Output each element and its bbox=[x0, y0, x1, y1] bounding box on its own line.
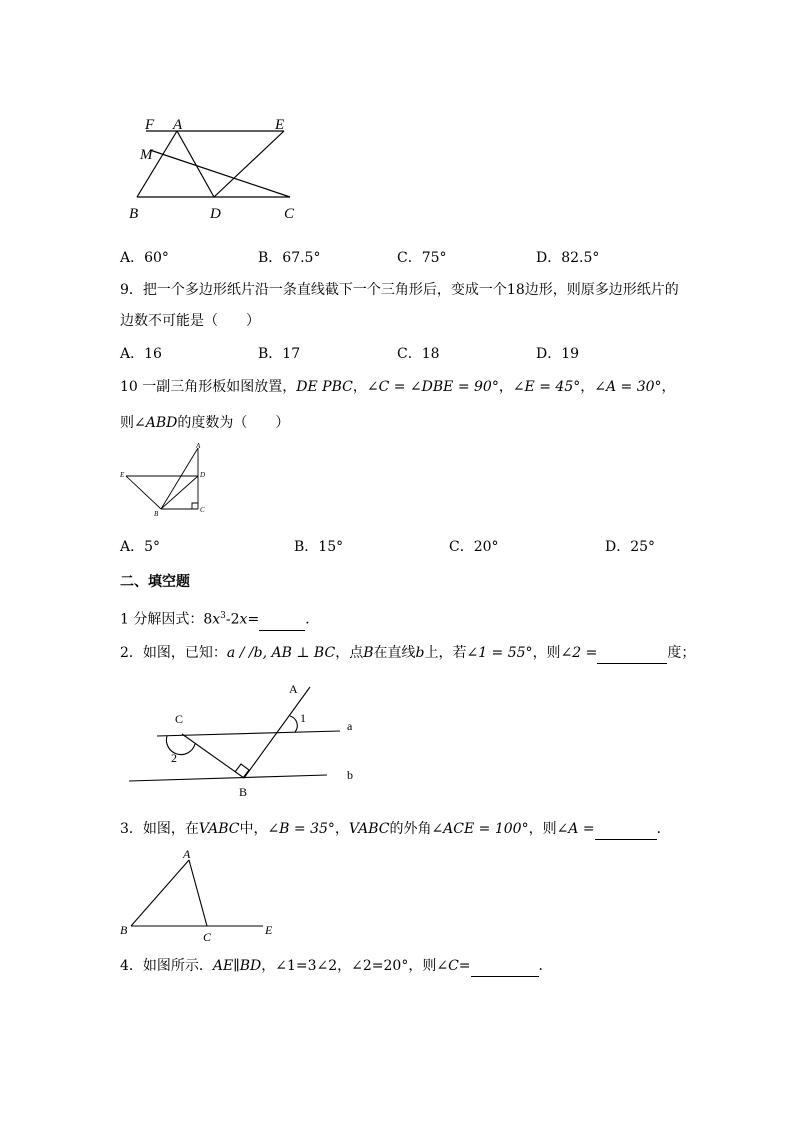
f2-fig-label-2: 2 bbox=[171, 751, 177, 765]
q10-angle: ∠ABD bbox=[134, 415, 178, 431]
q8-label-c: C bbox=[284, 206, 295, 222]
q8-option-d[interactable]: D．82.5° bbox=[536, 250, 600, 266]
f3-fig-label-b: B bbox=[120, 923, 128, 937]
f2-question: 2．如图，已知：a / /b, AB ⊥ BC，点B在直线b上，若∠1 = 55°，则∠2 = 度； bbox=[120, 643, 695, 664]
q8-label-b: B bbox=[129, 206, 139, 222]
q8-option-b[interactable]: B．67.5° bbox=[258, 250, 321, 266]
f3-fig-label-e: E bbox=[265, 923, 273, 937]
q10-option-c[interactable]: C．20° bbox=[449, 539, 499, 555]
q9-option-a[interactable]: A．16 bbox=[120, 346, 162, 362]
q10-option-a[interactable]: A．5° bbox=[120, 539, 161, 555]
f4-question: 4．如图所示．AE∥BD，∠1=3∠2，∠2=20°，则∠C= ． bbox=[120, 956, 553, 977]
f2-fig-label-b-line: b bbox=[347, 768, 353, 782]
q10-figure bbox=[118, 442, 210, 520]
q8-label-a: A bbox=[173, 117, 183, 133]
q10-cond2: ∠E = 45° bbox=[512, 379, 581, 395]
q8-label-m: M bbox=[140, 147, 153, 163]
q10-fig-label-c: C bbox=[200, 506, 205, 514]
f2-figure bbox=[125, 678, 365, 803]
q10-question-line1: 10 一副三角形板如图放置，DE PBC，∠C = ∠DBE = 90°，∠E = 45°，∠A = 30°， bbox=[120, 379, 676, 395]
q10-option-b[interactable]: B．15° bbox=[294, 539, 344, 555]
f2-condition: a / /b, AB ⊥ BC bbox=[226, 645, 336, 661]
q10-fig-label-a: A bbox=[196, 442, 201, 450]
f2-answer-blank[interactable] bbox=[597, 643, 667, 664]
f1-question: 1 分解因式：$8x^3-2x=$ ． bbox=[120, 606, 319, 631]
q8-label-e: E bbox=[275, 117, 285, 133]
f2-fig-label-c: C bbox=[175, 712, 184, 726]
q10-question-line2: 则∠ABD的度数为（ ） bbox=[120, 415, 290, 431]
q9-question-line1: 9．把一个多边形纸片沿一条直线截下一个三角形后，变成一个18边形，则原多边形纸片的 bbox=[120, 282, 679, 298]
f3-question: 3．如图，在VABC中，∠B = 35°，VABC的外角∠ACE = 100°，则∠A = ． bbox=[120, 819, 671, 840]
q9-option-d[interactable]: D．19 bbox=[536, 346, 580, 362]
f3-answer-blank[interactable] bbox=[595, 819, 657, 840]
q8-label-f: F bbox=[145, 117, 155, 133]
q10-option-d[interactable]: D．25° bbox=[605, 539, 656, 555]
q10-cond1: ∠C = ∠DBE = 90° bbox=[366, 379, 499, 395]
f3-fig-label-c: C bbox=[203, 930, 212, 944]
f2-fig-label-1: 1 bbox=[300, 711, 306, 725]
f2-fig-label-a-line: a bbox=[347, 719, 353, 733]
q8-label-d: D bbox=[210, 206, 221, 222]
q8-figure bbox=[120, 112, 310, 227]
f4-answer-blank[interactable] bbox=[471, 956, 539, 977]
q10-parallel: DE PBC bbox=[296, 379, 353, 395]
section-title-fill-in: 二、填空题 bbox=[120, 574, 190, 590]
f2-fig-label-a: A bbox=[289, 682, 298, 696]
f2-fig-label-b: B bbox=[239, 785, 248, 799]
q10-fig-label-d: D bbox=[200, 471, 206, 479]
q10-fig-label-e: E bbox=[120, 471, 125, 479]
f1-answer-blank[interactable] bbox=[259, 610, 305, 631]
q9-question-line2: 边数不可能是（ ） bbox=[120, 313, 260, 329]
q9-option-b[interactable]: B．17 bbox=[258, 346, 301, 362]
q8-option-c[interactable]: C．75° bbox=[397, 250, 447, 266]
f3-figure bbox=[118, 846, 283, 946]
q8-option-a[interactable]: A．60° bbox=[120, 250, 169, 266]
q10-fig-label-b: B bbox=[154, 510, 159, 518]
q10-cond3: ∠A = 30° bbox=[594, 379, 662, 395]
f3-fig-label-a: A bbox=[183, 847, 191, 861]
q9-option-c[interactable]: C．18 bbox=[397, 346, 440, 362]
